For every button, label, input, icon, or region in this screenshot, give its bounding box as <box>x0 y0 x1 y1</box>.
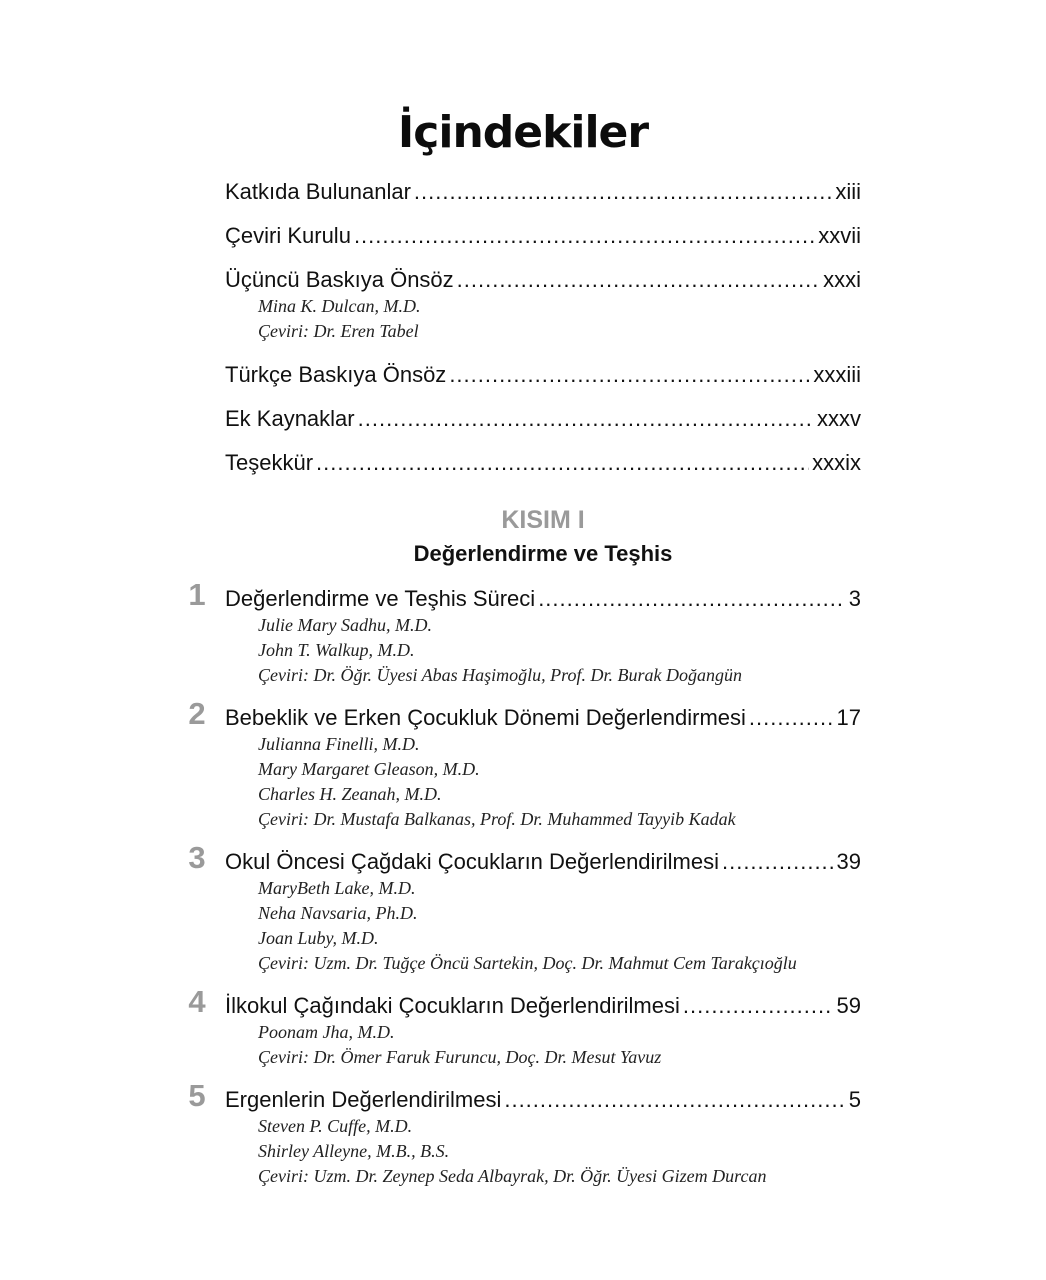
toc-entry-line <box>225 703 861 733</box>
author-line: Çeviri: Dr. Öğr. Üyesi Abas Haşimoğlu, Prof. Dr. Burak Doğangün <box>258 665 742 685</box>
author-line: Mina K. Dulcan, M.D. <box>258 296 421 316</box>
toc-entry-page: xxxiii <box>813 362 861 387</box>
author-line: Shirley Alleyne, M.B., B.S. <box>258 1141 450 1161</box>
author-line: Charles H. Zeanah, M.D. <box>258 784 442 804</box>
dot-leader <box>683 991 834 1021</box>
toc-entry[interactable] <box>225 584 861 688</box>
toc-entry-page: 39 <box>836 849 861 874</box>
toc-entry-title: İlkokul Çağındaki Çocukların Değerlendirilmesi <box>225 993 680 1018</box>
author-line: Çeviri: Dr. Ömer Faruk Furuncu, Doç. Dr. Mesut Yavuz <box>258 1047 662 1067</box>
toc-entry-page: 59 <box>836 993 861 1018</box>
author-line: John T. Walkup, M.D. <box>258 640 415 660</box>
dot-leader <box>538 584 846 614</box>
toc-entry-page: xiii <box>835 179 861 204</box>
toc-entry-authors <box>258 1020 861 1070</box>
toc-entry-authors <box>258 876 861 976</box>
author-line: Steven P. Cuffe, M.D. <box>258 1116 413 1136</box>
toc-entry-authors <box>258 613 861 688</box>
toc-entry[interactable] <box>225 404 861 434</box>
chapter-number: 2 <box>188 696 206 731</box>
toc-entry[interactable] <box>225 177 861 207</box>
toc-entry[interactable] <box>225 221 861 251</box>
toc-entry[interactable] <box>225 991 861 1070</box>
toc-entry[interactable] <box>225 847 861 976</box>
toc-entry[interactable] <box>225 703 861 832</box>
author-line: Çeviri: Dr. Eren Tabel <box>258 321 419 341</box>
toc-entry-title: Ek Kaynaklar <box>225 406 355 431</box>
toc-entry-page: xxxix <box>812 450 861 475</box>
author-line: Çeviri: Uzm. Dr. Zeynep Seda Albayrak, Dr. Öğr. Üyesi Gizem Durcan <box>258 1166 767 1186</box>
author-line: Joan Luby, M.D. <box>258 928 379 948</box>
author-line: Julianna Finelli, M.D. <box>258 734 420 754</box>
dot-leader <box>504 1085 845 1115</box>
toc-entry-title: Okul Öncesi Çağdaki Çocukların Değerlendirilmesi <box>225 849 719 874</box>
chapter-number: 5 <box>188 1078 206 1113</box>
toc-entry-authors <box>258 732 861 832</box>
toc-entry-title: Katkıda Bulunanlar <box>225 179 411 204</box>
toc-entry-title: Çeviri Kurulu <box>225 223 351 248</box>
dot-leader <box>457 265 820 295</box>
toc-entry-page: xxxi <box>823 267 861 292</box>
author-line: Poonam Jha, M.D. <box>258 1022 395 1042</box>
toc-entry-page: xxxv <box>817 406 861 431</box>
toc-entry-line <box>225 221 861 251</box>
toc-entry-page: 5 <box>848 1087 861 1112</box>
part-title: Değerlendirme ve Teşhis <box>413 541 673 566</box>
dot-leader <box>358 404 814 434</box>
toc-entry-title: Teşekkür <box>225 450 314 475</box>
page-title: İçindekiler <box>397 107 649 158</box>
dot-leader <box>354 221 815 251</box>
toc-entry-title: Üçüncü Baskıya Önsöz <box>225 267 454 292</box>
chapter-number: 3 <box>188 840 206 875</box>
toc-entry[interactable] <box>225 265 861 344</box>
author-line: Neha Navsaria, Ph.D. <box>258 903 418 923</box>
toc-entry-line <box>225 265 861 295</box>
toc-entry-line <box>225 360 861 390</box>
author-line: Çeviri: Dr. Mustafa Balkanas, Prof. Dr. Muhammed Tayyib Kadak <box>258 809 736 829</box>
dot-leader <box>316 448 809 478</box>
toc-entry-page: xxvii <box>818 223 861 248</box>
dot-leader <box>749 703 834 733</box>
dot-leader <box>414 177 832 207</box>
dot-leader <box>449 360 810 390</box>
toc-entry-line <box>225 404 861 434</box>
toc-entry[interactable] <box>225 1085 861 1189</box>
author-line: Julie Mary Sadhu, M.D. <box>258 615 432 635</box>
chapter-number: 4 <box>188 984 206 1019</box>
toc-entry-authors <box>258 1114 861 1189</box>
chapter-number: 1 <box>188 577 206 612</box>
toc-entry-line <box>225 991 861 1021</box>
toc-entry-title: Ergenlerin Değerlendirilmesi <box>225 1087 502 1112</box>
toc-entry-line <box>225 177 861 207</box>
toc-entry-page: 17 <box>836 705 861 730</box>
toc-entry-title: Bebeklik ve Erken Çocukluk Dönemi Değerlendirmesi <box>225 705 746 730</box>
toc-entry-title: Değerlendirme ve Teşhis Süreci <box>225 586 536 611</box>
part-label: KISIM I <box>501 506 585 534</box>
author-line: Çeviri: Uzm. Dr. Tuğçe Öncü Sartekin, Doç. Dr. Mahmut Cem Tarakçıoğlu <box>258 953 797 973</box>
toc-entry-line <box>225 847 861 877</box>
toc-entry-line <box>225 584 861 614</box>
toc-entry-authors <box>258 294 861 344</box>
dot-leader <box>722 847 834 877</box>
toc-entry-page: 3 <box>848 586 861 611</box>
toc-entry-line <box>225 1085 861 1115</box>
author-line: Mary Margaret Gleason, M.D. <box>258 759 480 779</box>
toc-entry-title: Türkçe Baskıya Önsöz <box>225 362 447 387</box>
author-line: MaryBeth Lake, M.D. <box>258 878 416 898</box>
toc-entry[interactable] <box>225 448 861 478</box>
toc-entry-line <box>225 448 861 478</box>
toc-entry[interactable] <box>225 360 861 390</box>
